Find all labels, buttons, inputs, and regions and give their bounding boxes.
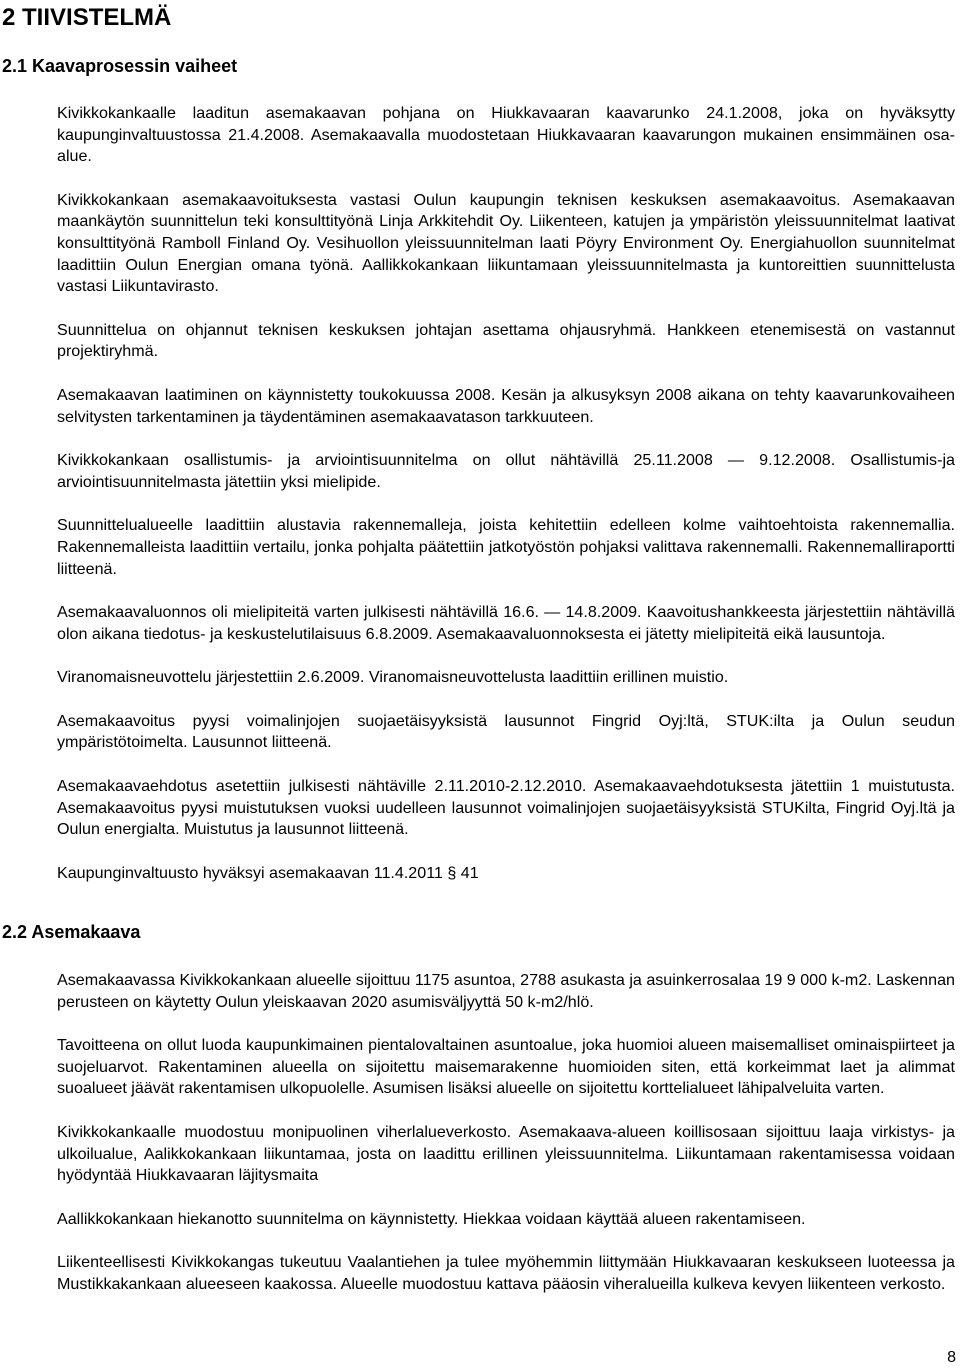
section-kaavaprosessin-vaiheet	[57, 103, 955, 884]
paragraph: Viranomaisneuvottelu järjestettiin 2.6.2009. Viranomaisneuvottelusta laadittiin erillinen muistio.	[57, 668, 729, 687]
paragraph: Asemakaavassa Kivikkokankaan alueelle sijoittuu 1175 asuntoa, 2788 asukasta ja asuinkerrosalaa 19 9 000 k-m2. Laskennan perusteen on käytetty Oulun yleiskaavan 2020 asumisväljyyttä 50 k-m2/hlö.	[57, 971, 955, 1011]
paragraph-approval: Kaupunginvaltuusto hyväksyi asemakaavan 11.4.2011 § 41	[57, 863, 479, 882]
page-number: 8	[947, 1349, 956, 1366]
paragraph: Tavoitteena on ollut luoda kaupunkimainen pientalovaltainen asuntoalue, joka huomioi alueen maisemalliset ominaispiirteet ja suojeluarvot. Rakentaminen alueella on sijoitettu maisemarakenne huomioiden siten, että korkeimmat laet ja alimmat suoalueet jäävät rakentamisen ulkopuolelle. Asumisen lisäksi alueelle on sijoitettu korttelialueet lähipalveluita varten.	[57, 1036, 955, 1098]
paragraph: Aallikkokankaan hiekanotto suunnitelma on käynnistetty. Hiekkaa voidaan käyttää alueen rakentamiseen.	[57, 1209, 806, 1228]
paragraph: Asemakaavaehdotus asetettiin julkisesti nähtäville 2.11.2010-2.12.2010. Asemakaavaehdotuksesta jätettiin 1 muistutusta. Asemakaavoitus pyysi muistutuksen vuoksi uudelleen lausunnot voimalinjojen suojaetäisyyksistä STUKilta, Fingrid Oyj.ltä ja Oulun energialta. Muistutus ja lausunnot liitteenä.	[57, 777, 955, 839]
page-heading: 2 TIIVISTELMÄ	[2, 4, 172, 31]
paragraph: Suunnittelua on ohjannut teknisen keskuksen johtajan asettama ohjausryhmä. Hankkeen etenemisestä on vastannut projektiryhmä.	[57, 320, 955, 361]
paragraph: Liikenteellisesti Kivikkokangas tukeutuu Vaalantiehen ja tulee myöhemmin liittymään Hiukkavaaran keskukseen luoteessa ja Mustikkakankaan alueeseen kaakossa. Alueelle muodostuu kattava pääosin viheralueilla kulkeva kevyen liikenteen verkosto.	[57, 1253, 955, 1293]
paragraph: Asemakaavoitus pyysi voimalinjojen suojaetäisyyksistä lausunnot Fingrid Oyj:ltä, STUK:ilta ja Oulun seudun ympäristötoimelta. Lausunnot liitteenä.	[57, 711, 955, 752]
paragraph: Asemakaavan laatiminen on käynnistetty toukokuussa 2008. Kesän ja alkusyksyn 2008 aikana on tehty kaavarunkovaiheen selvitysten tarkentaminen ja täydentäminen asemakaavatason tarkkuuteen.	[57, 385, 955, 426]
section-heading-kaavaprosessin-vaiheet: 2.1 Kaavaprosessin vaiheet	[2, 56, 238, 76]
paragraph: Asemakaavaluonnos oli mielipiteitä varten julkisesti nähtävillä 16.6. — 14.8.2009. Kaavoitushankkeesta järjestettiin nähtävillä olon aikana tiedotus- ja keskustelutilaisuus 6.8.2009. Asemakaavaluonnoksesta ei jätetty mielipiteitä eikä lausuntoja.	[57, 603, 955, 643]
paragraph: Kivikkokankaalle laaditun asemakaavan pohjana on Hiukkavaaran kaavarunko 24.1.2008, joka on hyväksytty kaupunginvaltuustossa 21.4.2008. Asemakaavalla muodostetaan Hiukkavaaran kaavarungon mukainen ensimmäinen osa-alue.	[57, 104, 955, 166]
paragraph: Suunnittelualueelle laadittiin alustavia rakennemalleja, joista kehitettiin edelleen kolme vaihtoehtoista rakennemallia. Rakennemalleista laadittiin vertailu, jonka pohjalta päätettiin jatkotyöstön pohjaksi valittava rakennemalli. Rakennemalliraportti liitteenä.	[57, 516, 955, 578]
paragraph: Kivikkokankaan asemakaavoituksesta vastasi Oulun kaupungin teknisen keskuksen asemakaavoitus. Asemakaavan maankäytön suunnittelun teki konsulttityönä Linja Arkkitehdit Oy. Liikenteen, katujen ja ympäristön yleissuunnitelmat laativat konsulttityönä Ramboll Finland Oy. Vesihuollon yleissuunnitelman laati Pöyry Environment Oy. Energiahuollon suunnitelmat laadittiin Oulun Energian omana työnä. Aallikkokankaan liikuntamaan yleissuunnitelmasta ja kuntoreittien suunnittelusta vastasi Liikuntavirasto.	[57, 190, 955, 296]
section-asemakaava	[57, 970, 955, 1296]
paragraph: Kivikkokankaalle muodostuu monipuolinen viherlalueverkosto. Asemakaava-alueen koillisosaan sijoittuu laaja virkistys- ja ulkoilualue, Aalikkokankaan liikuntamaa, josta on laadittu erillinen yleissuunnitelma. Liikuntamaan rakentamisessa voidaan hyödyntää Hiukkavaaran läjitysmaita	[57, 1122, 955, 1185]
section-heading-asemakaava: 2.2 Asemakaava	[2, 922, 141, 942]
paragraph: Kivikkokankaan osallistumis- ja arviointisuunnitelma on ollut nähtävillä 25.11.2008 — 9.12.2008. Osallistumis-ja arviointisuunnitelmasta jätettiin yksi mielipide.	[57, 451, 955, 491]
